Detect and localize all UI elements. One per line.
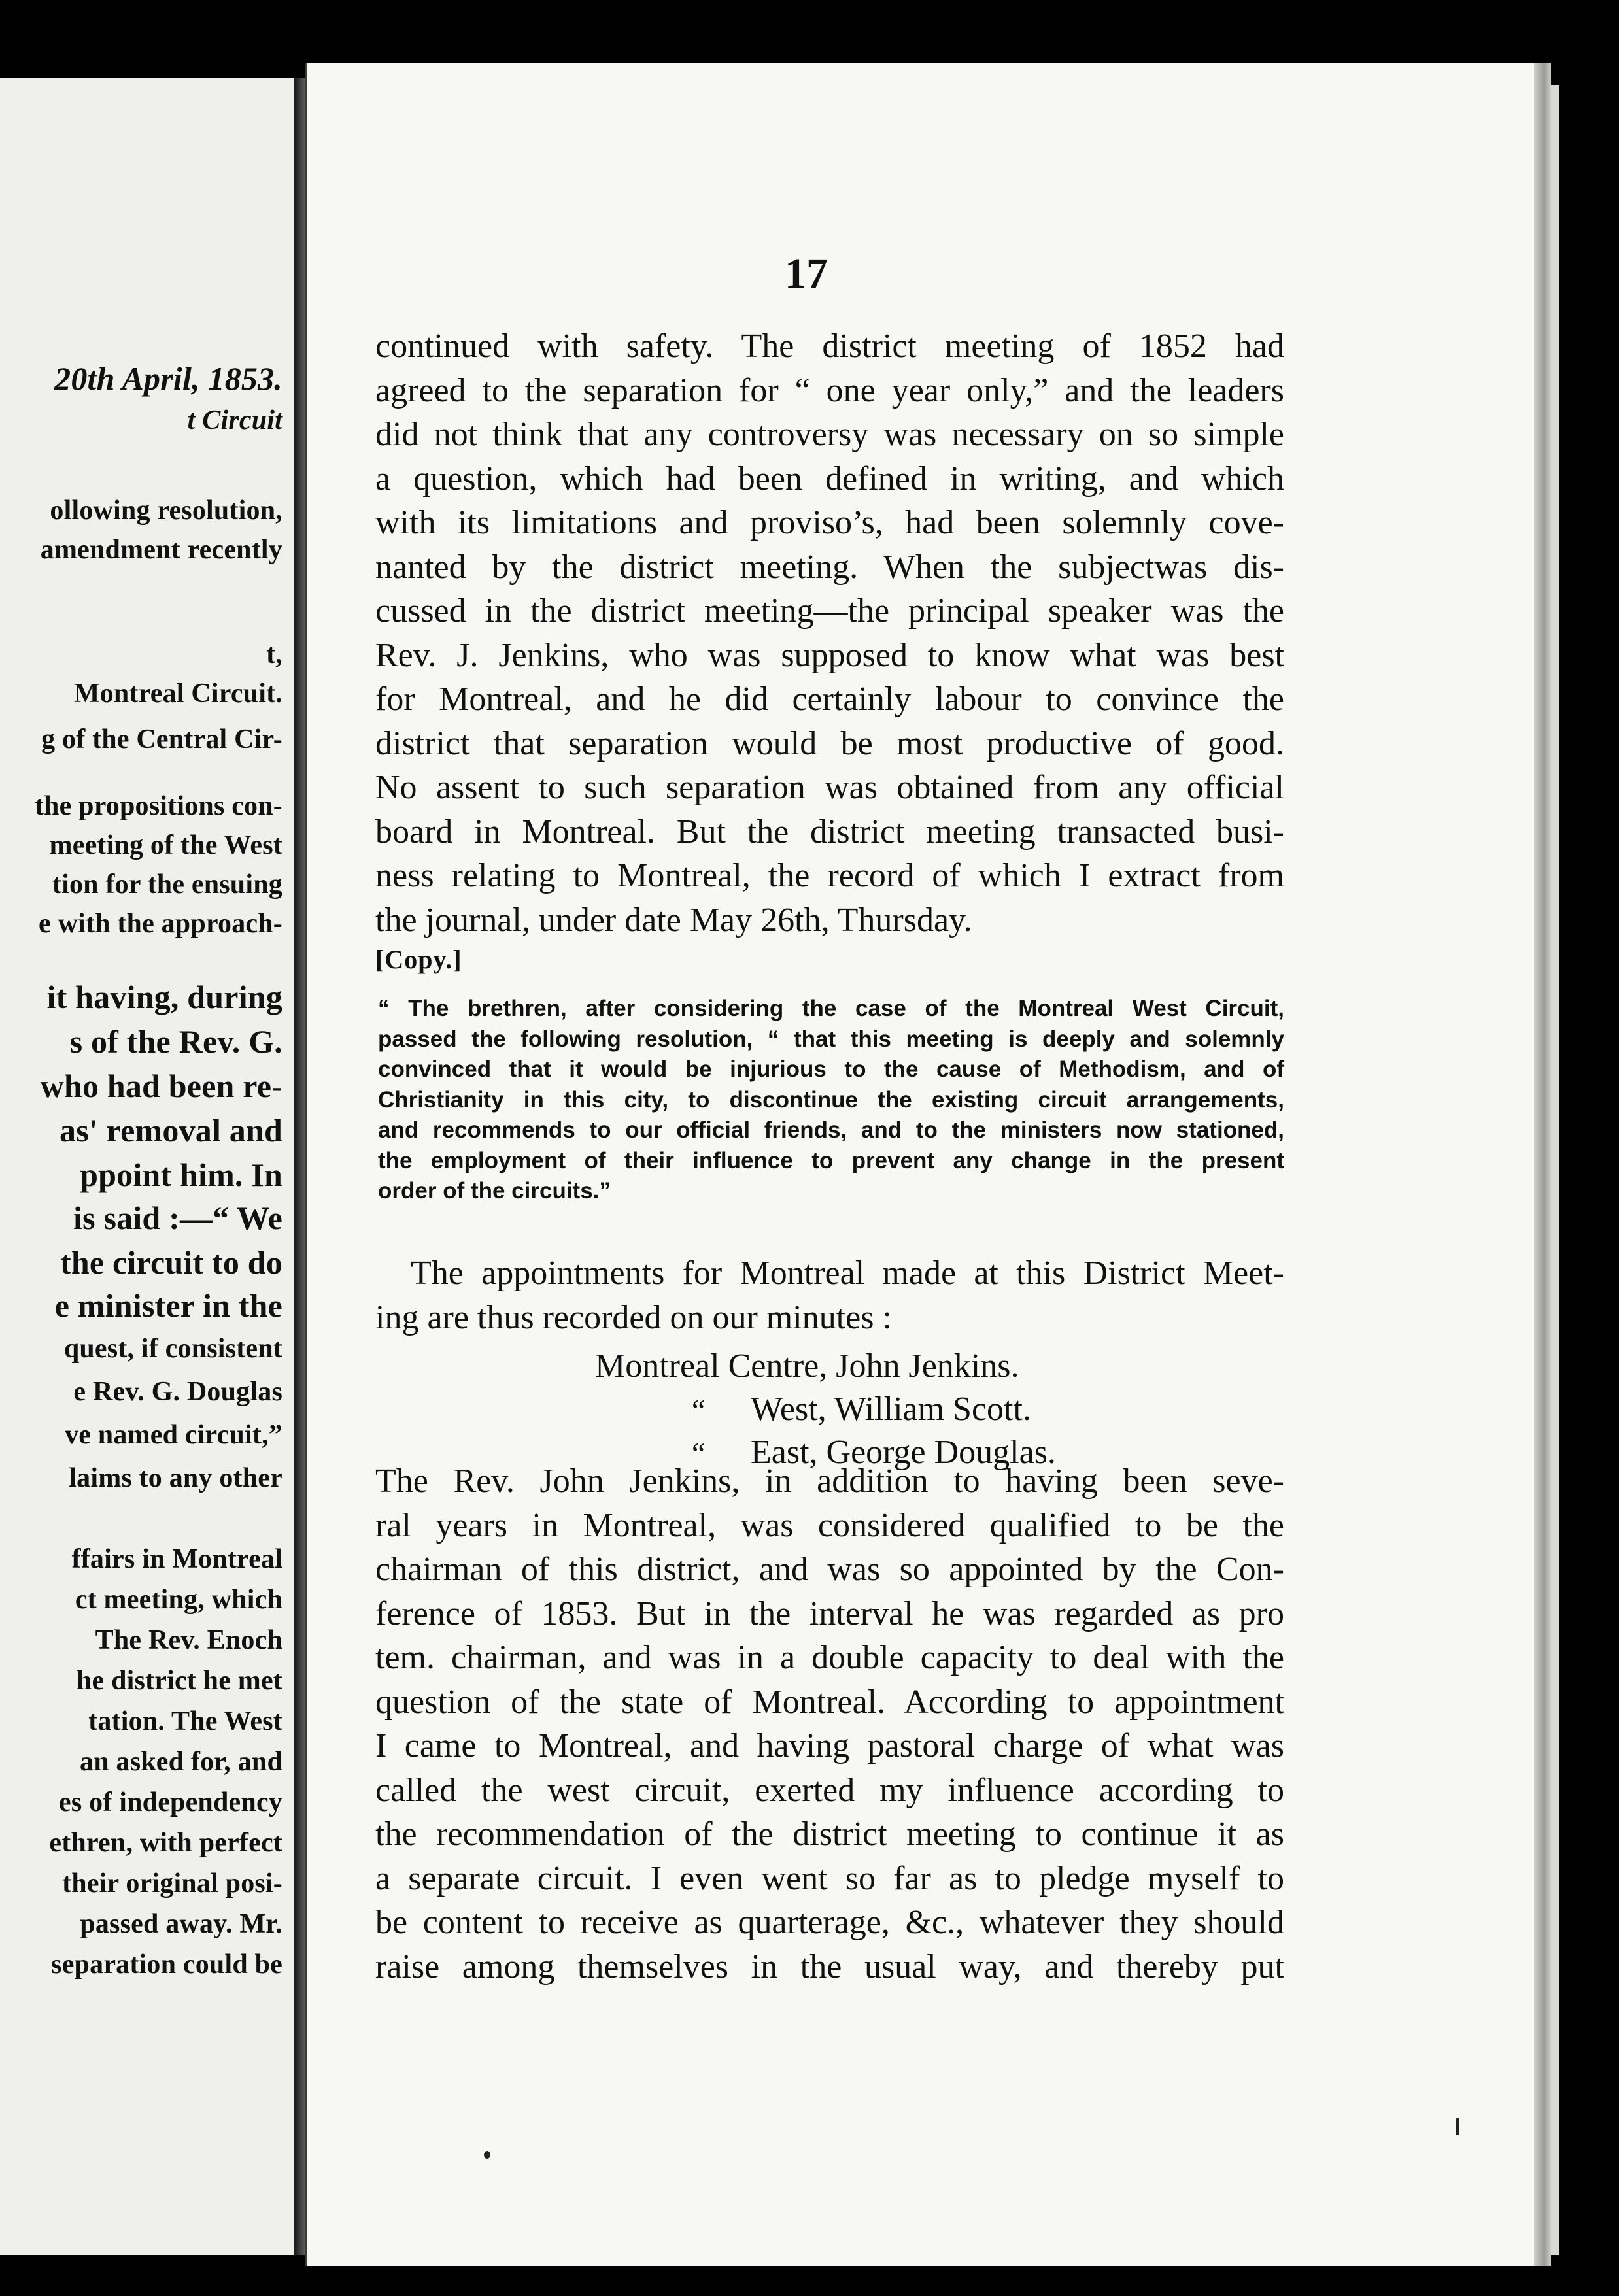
left-page-line: g of the Central Cir-: [41, 724, 282, 754]
left-page-line: who had been re-: [40, 1068, 282, 1104]
quote-line: order of the circuits.”: [378, 1178, 611, 1204]
text-line: ference of 1853. But in the interval he was regarded as pro: [375, 1595, 1284, 1632]
text-line: tem. chairman, and was in a double capacity to deal with the: [375, 1639, 1284, 1676]
paragraph-2: [375, 1251, 1284, 1340]
left-page-line: es of independency: [59, 1787, 282, 1817]
ink-speck: [484, 2151, 490, 2159]
left-page-line: tation. The West: [88, 1706, 282, 1736]
text-line: be content to receive as quarterage, &c., whatever they should: [375, 1904, 1284, 1941]
left-facing-page: [0, 78, 298, 2255]
text-line: with its limitations and proviso’s, had been solemnly cove-: [375, 504, 1284, 541]
text-line: called the west circuit, exerted my influence according to: [375, 1771, 1284, 1809]
left-page-line: ppoint him. In: [80, 1156, 282, 1193]
text-line: ing are thus recorded on our minutes :: [375, 1298, 892, 1336]
ditto-mark: “: [692, 1393, 706, 1427]
left-page-line: the propositions con-: [34, 791, 282, 821]
text-line: raise among themselves in the usual way, and thereby put: [375, 1948, 1284, 1985]
text-line: agreed to the separation for “ one year only,” and the leaders: [375, 371, 1284, 409]
left-page-line: Montreal Circuit.: [73, 679, 282, 709]
left-page-line: 20th April, 1853.: [54, 360, 282, 397]
text-line: The appointments for Montreal made at this District Meet-: [411, 1255, 1284, 1292]
left-page-line: ct meeting, which: [75, 1585, 282, 1615]
left-page-line: The Rev. Enoch: [95, 1625, 282, 1655]
appointment-line: East, George Douglas.: [751, 1434, 1056, 1471]
left-page-line: tion for the ensuing: [52, 869, 282, 900]
page-edge: [1551, 85, 1559, 2255]
left-page-line: ffairs in Montreal: [71, 1544, 282, 1574]
left-page-line: quest, if consistent: [63, 1334, 282, 1364]
ink-speck: [1456, 2118, 1459, 2135]
text-line: for Montreal, and he did certainly labour to convince the: [375, 681, 1284, 718]
left-page-line: passed away. Mr.: [80, 1909, 282, 1939]
left-page-line: separation could be: [51, 1950, 282, 1980]
left-page-line: amendment recently: [40, 535, 282, 565]
page-number: 17: [785, 250, 828, 297]
quote-line: the employment of their influence to prevent any change in the present: [378, 1147, 1284, 1173]
text-line: cussed in the district meeting—the principal speaker was the: [375, 592, 1284, 630]
quote-line: convinced that it would be injurious to the cause of Methodism, and of: [378, 1056, 1284, 1082]
quote-line: and recommends to our official friends, and to the ministers now stationed,: [378, 1117, 1284, 1143]
text-line: I came to Montreal, and having pastoral charge of what was: [375, 1727, 1284, 1764]
left-page-line: as' removal and: [60, 1112, 282, 1149]
text-line: district that separation would be most productive of good.: [375, 724, 1284, 762]
text-line: a question, which had been defined in writing, and which: [375, 460, 1284, 498]
quoted-resolution: [378, 994, 1284, 1207]
ditto-mark: “: [692, 1436, 706, 1470]
page-edge: [1534, 63, 1551, 2266]
left-page-line: an asked for, and: [80, 1747, 282, 1777]
left-page-line: ethren, with perfect: [49, 1828, 282, 1858]
paragraph-1: [375, 324, 1284, 942]
text-line: continued with safety. The district meeting of 1852 had: [375, 328, 1284, 365]
text-line: chairman of this district, and was so appointed by the Con-: [375, 1551, 1284, 1588]
left-page-line: the circuit to do: [60, 1244, 282, 1281]
text-line: ness relating to Montreal, the record of which I extract from: [375, 857, 1284, 894]
text-line: No assent to such separation was obtained from any official: [375, 769, 1284, 806]
left-page-line: meeting of the West: [49, 830, 282, 860]
copy-label: [Copy.]: [375, 945, 462, 974]
text-line: Rev. J. Jenkins, who was supposed to know what was best: [375, 636, 1284, 674]
quote-line: Christianity in this city, to discontinue the existing circuit arrangements,: [378, 1087, 1284, 1113]
left-page-line: t Circuit: [187, 405, 282, 435]
left-page-line: t,: [266, 639, 282, 669]
quote-line: passed the following resolution, “ that this meeting is deeply and solemnly: [378, 1026, 1284, 1052]
text-line: a separate circuit. I even went so far as to pledge myself to: [375, 1859, 1284, 1897]
left-page-line: e with the approach-: [38, 909, 282, 939]
paragraph-3: [375, 1459, 1284, 1989]
text-line: did not think that any controversy was necessary on so simple: [375, 416, 1284, 453]
text-line: board in Montreal. But the district meeting transacted busi-: [375, 813, 1284, 851]
left-page-line: is said :—“ We: [73, 1200, 282, 1236]
text-line: ral years in Montreal, was considered qualified to be the: [375, 1506, 1284, 1544]
left-page-line: e Rev. G. Douglas: [73, 1377, 282, 1407]
left-page-line: laims to any other: [69, 1463, 282, 1493]
quote-line: “ The brethren, after considering the case of the Montreal West Circuit,: [378, 996, 1284, 1021]
left-page-line: ve named circuit,”: [65, 1420, 282, 1450]
text-line: nanted by the district meeting. When the subjectwas dis-: [375, 548, 1284, 586]
left-page-line: ollowing resolution,: [50, 496, 282, 526]
text-line: question of the state of Montreal. According to appointment: [375, 1683, 1284, 1721]
left-page-line: s of the Rev. G.: [69, 1023, 282, 1060]
left-page-line: e minister in the: [54, 1287, 282, 1324]
left-page-line: it having, during: [46, 979, 282, 1015]
appointment-line: Montreal Centre, John Jenkins.: [595, 1347, 1019, 1385]
appointment-line: West, William Scott.: [751, 1391, 1031, 1428]
text-line: the journal, under date May 26th, Thursday.: [375, 901, 972, 939]
text-line: the recommendation of the district meeting to continue it as: [375, 1815, 1284, 1853]
text-line: The Rev. John Jenkins, in addition to having been seve-: [375, 1462, 1284, 1500]
left-page-line: he district he met: [76, 1666, 282, 1696]
left-page-line: their original posi-: [62, 1868, 282, 1899]
